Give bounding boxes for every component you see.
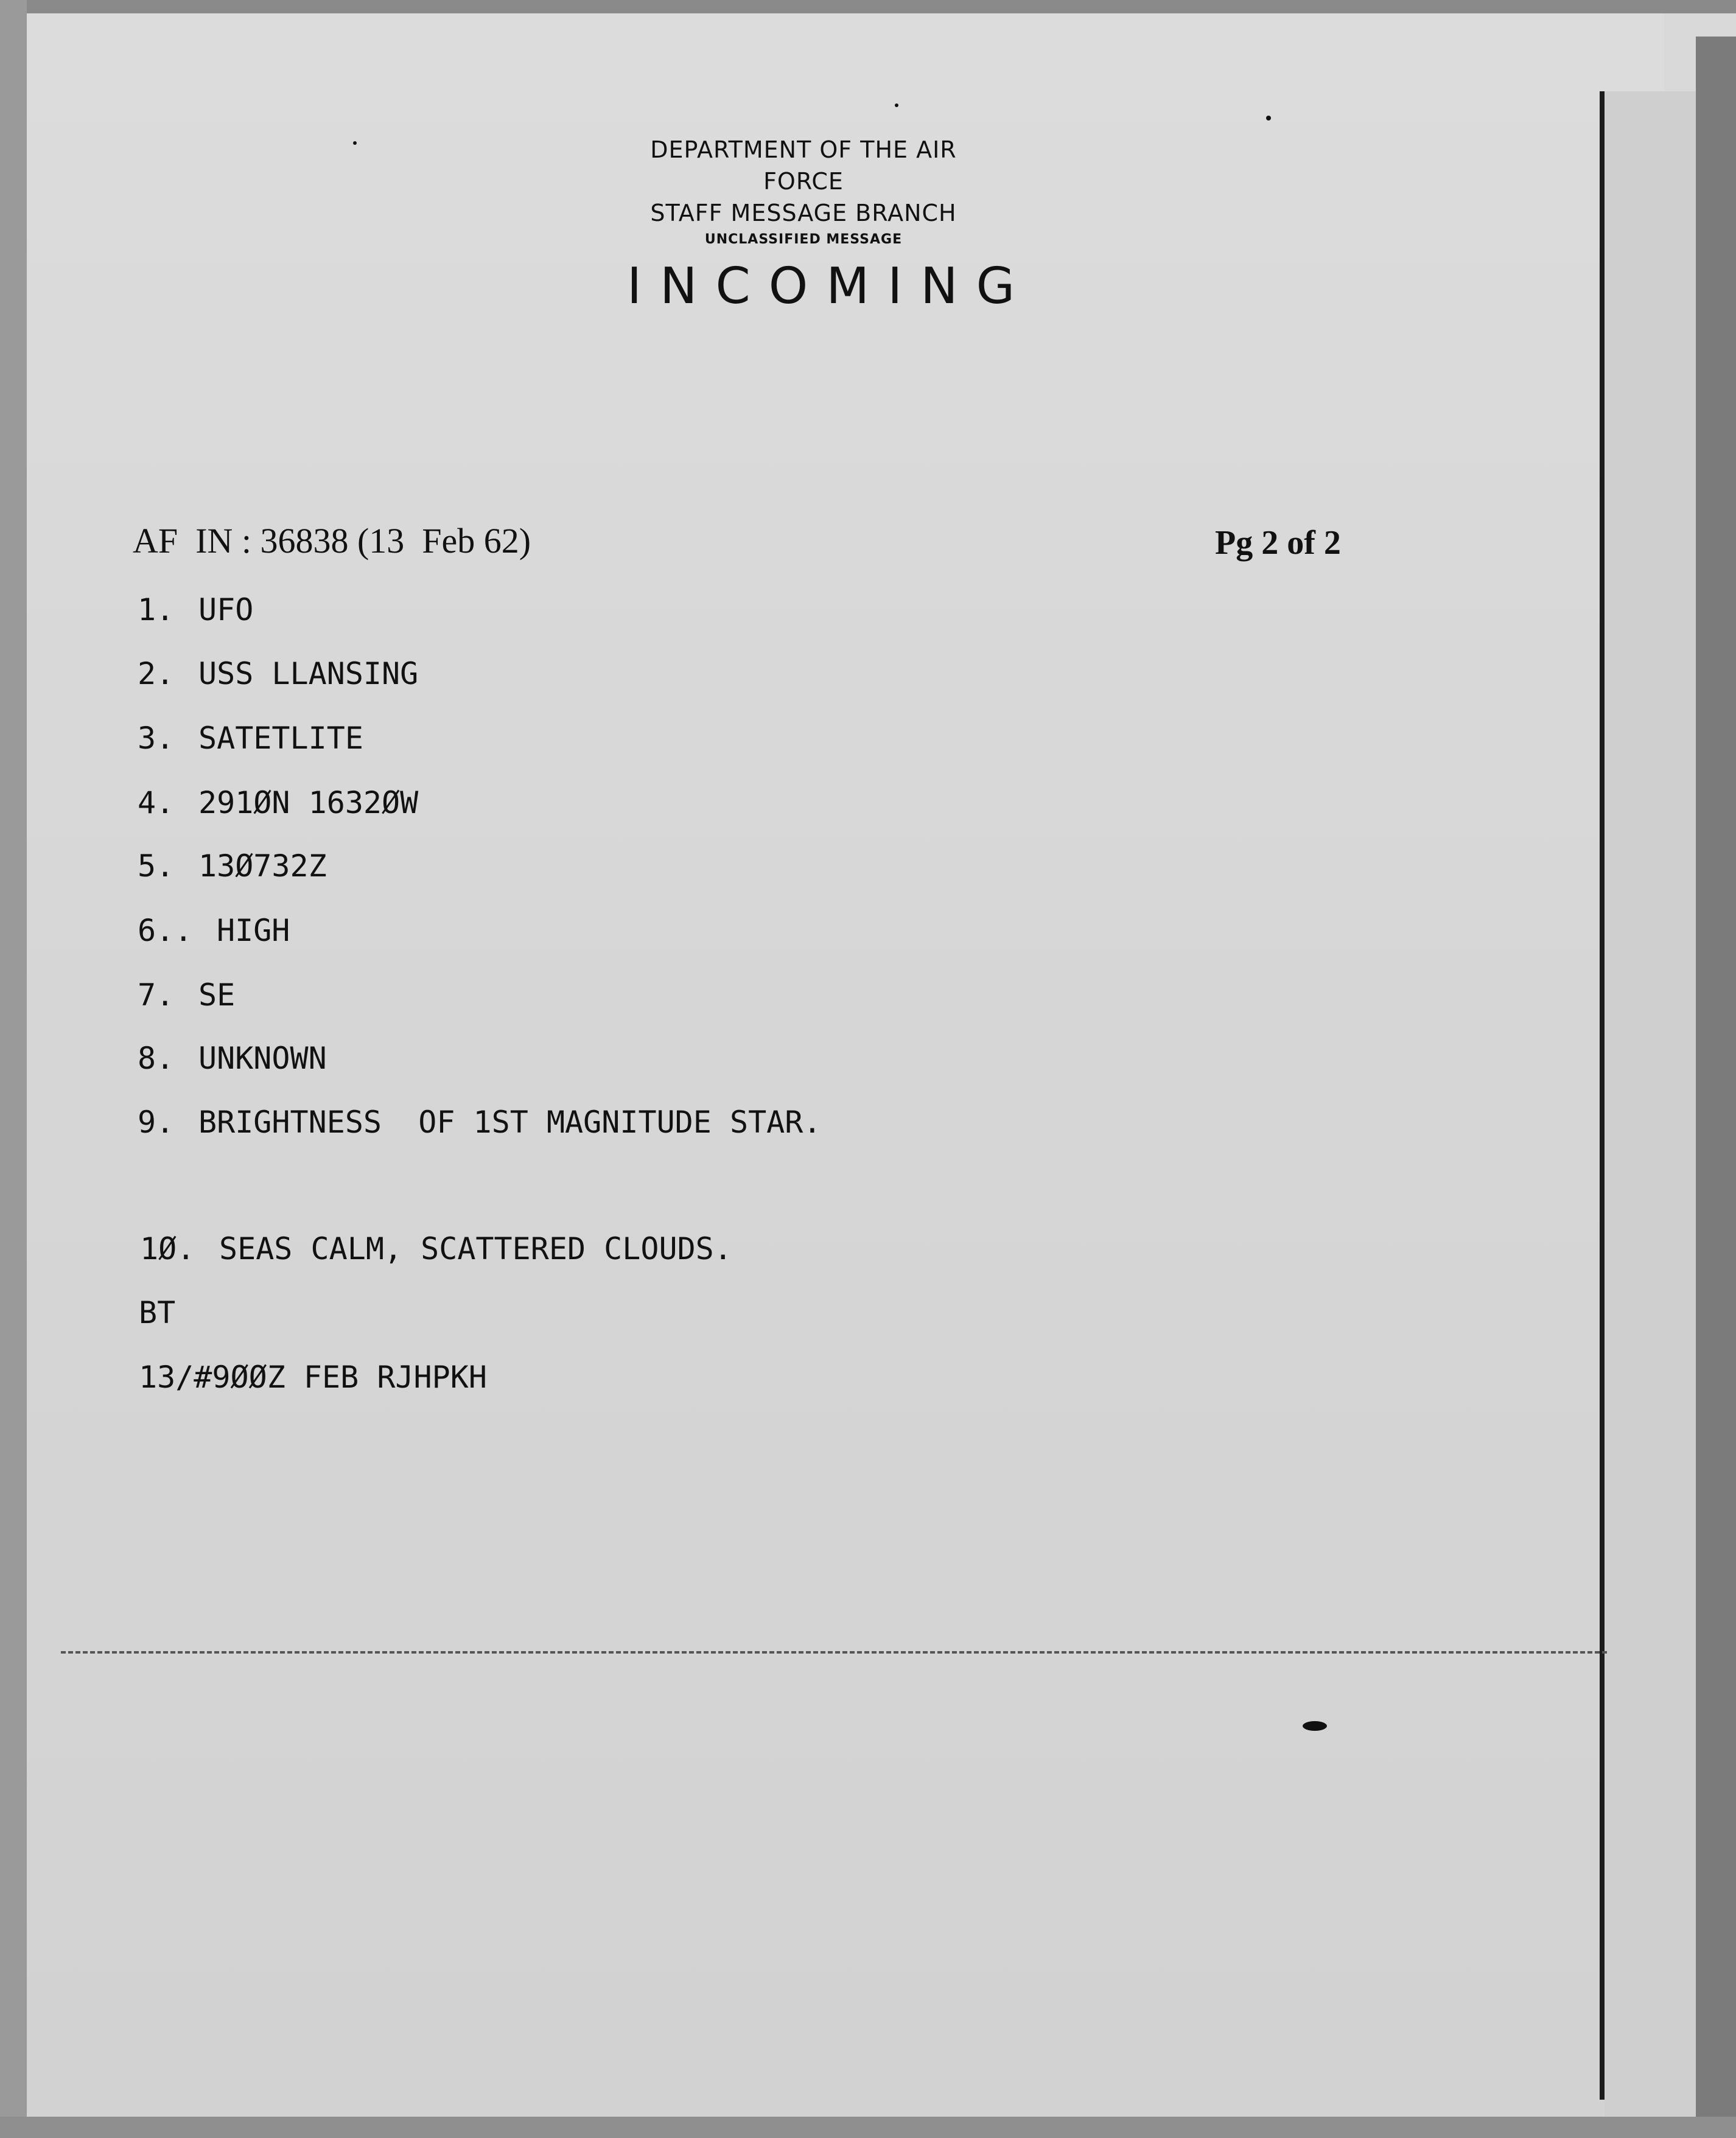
scan-border-right	[1696, 37, 1736, 2138]
item-text: BRIGHTNESS OF 1ST MAGNITUDE STAR.	[198, 1105, 822, 1140]
dust-speck	[353, 141, 357, 145]
item-number: 4.	[138, 785, 175, 820]
page-number: Pg 2 of 2	[1215, 524, 1341, 562]
message-header	[609, 134, 1034, 320]
item-10	[140, 1231, 732, 1266]
item-number: 6..	[138, 913, 193, 948]
item-number: 1Ø.	[140, 1231, 195, 1266]
scan-border-left	[0, 0, 27, 2138]
perforation-line	[61, 1651, 1607, 1654]
classification-label: UNCLASSIFIED MESSAGE	[704, 232, 903, 247]
item-text: SEAS CALM, SCATTERED CLOUDS.	[219, 1231, 732, 1266]
direction-title: INCOMING	[627, 257, 1034, 315]
item-number: 8.	[138, 1041, 175, 1076]
item-text: HIGH	[217, 913, 290, 948]
sheet-margin-strip	[1605, 91, 1696, 2117]
item-number: 3.	[138, 721, 175, 756]
item-8	[138, 1041, 327, 1076]
item-5	[138, 848, 327, 884]
dust-speck	[1266, 116, 1271, 121]
ink-blot	[1303, 1721, 1327, 1731]
branch-title: STAFF MESSAGE BRANCH	[650, 200, 957, 226]
item-2	[138, 656, 418, 691]
item-text: USS LLANSING	[198, 656, 419, 691]
item-1	[138, 592, 253, 627]
item-number: 5.	[138, 848, 175, 884]
item-9	[138, 1105, 822, 1140]
message-reference: AF IN : 36838 (13 Feb 62)	[133, 521, 531, 561]
item-text: SE	[198, 977, 236, 1013]
date-time-group: 13/#9ØØZ FEB RJHPKH	[139, 1360, 487, 1395]
item-text: 291ØN 1632ØW	[198, 785, 419, 820]
item-text: UFO	[198, 592, 254, 627]
sheet-edge-rule	[1600, 91, 1605, 2100]
item-number: 2.	[138, 656, 175, 691]
scan-border-bottom	[0, 2117, 1736, 2138]
department-title: DEPARTMENT OF THE AIR FORCE	[650, 136, 957, 195]
item-text: SATETLITE	[198, 721, 363, 756]
item-number: 7.	[138, 977, 175, 1013]
item-3	[138, 721, 363, 756]
break-marker: BT	[139, 1295, 176, 1330]
item-number: 1.	[138, 592, 175, 627]
item-number: 9.	[138, 1105, 175, 1140]
item-4	[138, 785, 418, 820]
item-text: UNKNOWN	[198, 1041, 327, 1076]
dust-speck	[895, 103, 898, 107]
item-7	[138, 977, 235, 1013]
scan-border-top	[0, 0, 1736, 13]
item-6	[138, 913, 290, 948]
item-text: 13Ø732Z	[198, 848, 327, 884]
